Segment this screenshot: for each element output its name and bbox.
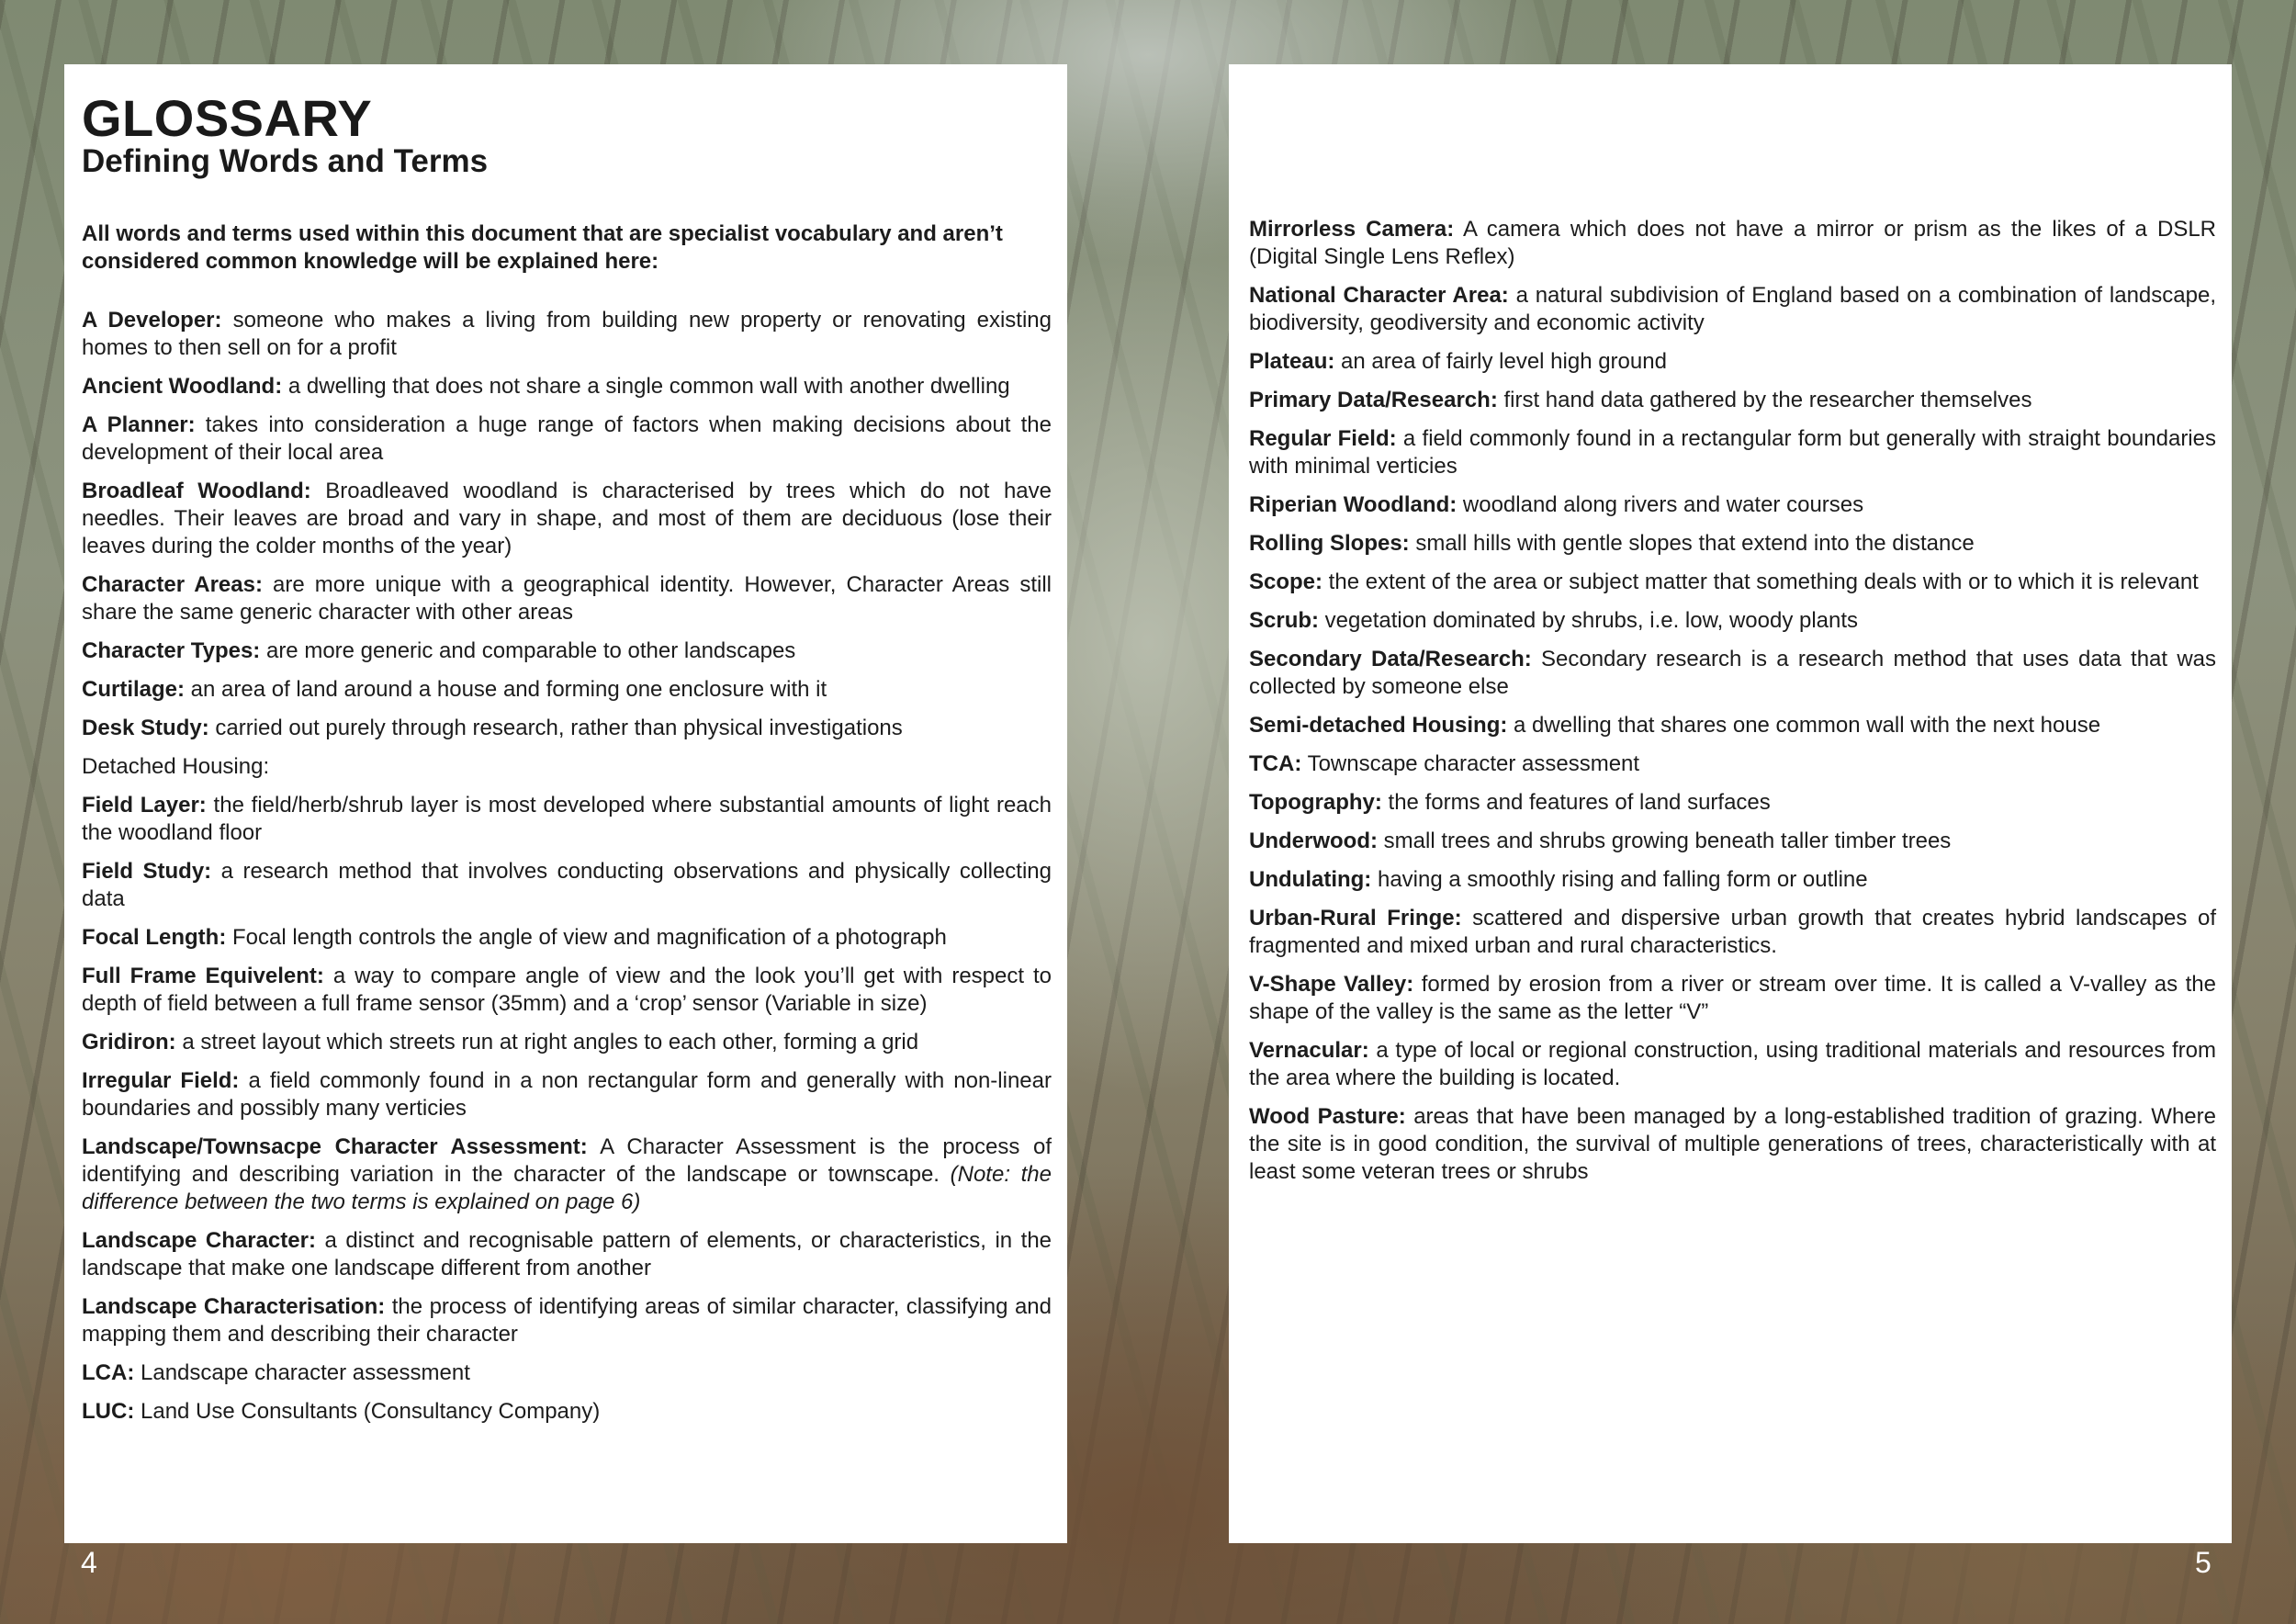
glossary-definition: formed by erosion from a river or stream over time. It is called a V-valley as the shape of the valley is the same as the letter “V”	[1249, 972, 2216, 1024]
glossary-definition: an area of fairly level high ground	[1334, 349, 1667, 374]
glossary-term: Focal Length:	[82, 925, 227, 950]
glossary-definition: are more generic and comparable to other landscapes	[260, 638, 796, 663]
glossary-entry	[82, 924, 1052, 952]
glossary-entry	[82, 571, 1052, 626]
glossary-term: Undulating:	[1249, 867, 1372, 892]
glossary-term: Landscape Character:	[82, 1228, 316, 1253]
glossary-entry	[82, 753, 1052, 781]
glossary-entry	[82, 1227, 1052, 1282]
page-subtitle: Defining Words and Terms	[82, 143, 489, 179]
page-title: GLOSSARY	[82, 89, 373, 147]
glossary-definition: a research method that involves conducting observations and physically collecting data	[82, 859, 1052, 911]
glossary-term: V-Shape Valley:	[1249, 972, 1414, 997]
glossary-definition: the process of identifying areas of similar character, classifying and mapping them and describing their character	[82, 1294, 1052, 1347]
glossary-term: Secondary Data/Research:	[1249, 647, 1532, 671]
glossary-entry	[1249, 216, 2216, 271]
glossary-term: Scrub:	[1249, 608, 1320, 633]
glossary-term: Regular Field:	[1249, 426, 1397, 451]
glossary-definition: first hand data gathered by the researcher themselves	[1497, 388, 2032, 412]
glossary-entry	[82, 478, 1052, 560]
glossary-entry	[1249, 905, 2216, 960]
glossary-term: TCA:	[1249, 751, 1302, 776]
glossary-definition: the extent of the area or subject matter that something deals with or to which it is relevant	[1322, 570, 2199, 594]
glossary-term: A Planner:	[82, 412, 196, 437]
glossary-term: Curtilage:	[82, 677, 186, 702]
glossary-entry	[1249, 712, 2216, 739]
glossary-entry	[1249, 425, 2216, 480]
glossary-definition: a dwelling that does not share a single common wall with another dwelling	[282, 374, 1010, 399]
glossary-entry	[82, 963, 1052, 1018]
glossary-term: Landscape Characterisation:	[82, 1294, 386, 1319]
glossary-definition: a natural subdivision of England based on a combination of landscape, biodiversity, geodiversity and economic activity	[1249, 283, 2216, 335]
glossary-entry	[1249, 828, 2216, 855]
glossary-term: Topography:	[1249, 790, 1382, 815]
glossary-entry	[82, 1133, 1052, 1216]
glossary-definition: are more unique with a geographical identity. However, Character Areas still share the same generic character with other areas	[82, 572, 1052, 625]
glossary-term: LCA:	[82, 1360, 135, 1385]
left-page	[64, 64, 1067, 1543]
glossary-definition: the forms and features of land surfaces	[1381, 790, 1771, 815]
glossary-entry	[1249, 1103, 2216, 1186]
glossary-term: Broadleaf Woodland:	[82, 479, 311, 503]
glossary-entry	[1249, 607, 2216, 635]
glossary-term: Vernacular:	[1249, 1038, 1369, 1063]
glossary-entry	[82, 1029, 1052, 1056]
glossary-entry	[82, 637, 1052, 665]
glossary-term: Semi-detached Housing:	[1249, 713, 1508, 738]
glossary-entry	[1249, 348, 2216, 376]
glossary-term: A Developer:	[82, 308, 222, 333]
glossary-definition: Broadleaved woodland is characterised by trees which do not have needles. Their leaves are broad and vary in shape, and most of them are deciduous (lose their leaves during the colder months of the year)	[82, 479, 1052, 558]
glossary-entry	[82, 1359, 1052, 1387]
glossary-entry	[1249, 1037, 2216, 1092]
glossary-term: Underwood:	[1249, 829, 1378, 853]
glossary-definition: the field/herb/shrub layer is most developed where substantial amounts of light reach the woodland floor	[82, 793, 1052, 845]
glossary-term: Full Frame Equivelent:	[82, 964, 324, 988]
glossary-term: Primary Data/Research:	[1249, 388, 1498, 412]
glossary-list-right	[1249, 216, 2216, 1186]
glossary-term: Urban-Rural Fringe:	[1249, 906, 1462, 930]
glossary-entry	[82, 676, 1052, 704]
glossary-note: (Note: the difference between the two terms is explained on page 6)	[82, 1162, 1052, 1214]
glossary-definition: Secondary research is a research method that uses data that was collected by someone else	[1249, 647, 2216, 699]
glossary-definition: Landscape character assessment	[134, 1360, 470, 1385]
glossary-entry	[1249, 282, 2216, 337]
glossary-definition: areas that have been managed by a long-established tradition of grazing. Where the site is in good condition, the survival of multiple generations of trees, characteristically with at least some veteran trees or shrubs	[1249, 1104, 2216, 1184]
glossary-entry	[1249, 569, 2216, 596]
glossary-term: Gridiron:	[82, 1030, 176, 1054]
glossary-term: Field Layer:	[82, 793, 207, 818]
glossary-definition: vegetation dominated by shrubs, i.e. low, woody plants	[1319, 608, 1859, 633]
glossary-list-left	[82, 307, 1052, 1426]
glossary-entry	[82, 1293, 1052, 1348]
glossary-term: Scope:	[1249, 570, 1323, 594]
glossary-entry	[1249, 971, 2216, 1026]
glossary-definition: A camera which does not have a mirror or prism as the likes of a DSLR (Digital Single Lens Reflex)	[1249, 217, 2217, 269]
glossary-entry	[1249, 789, 2216, 817]
glossary-entry	[1249, 646, 2216, 701]
glossary-definition: an area of land around a house and forming one enclosure with it	[185, 677, 827, 702]
glossary-term: Character Types:	[82, 638, 261, 663]
glossary-definition: small trees and shrubs growing beneath taller timber trees	[1377, 829, 1952, 853]
glossary-definition: A Character Assessment is the process of identifying and describing variation in the character of the landscape or townscape.	[82, 1134, 1052, 1187]
glossary-term: Landscape/Townsacpe Character Assessment:	[82, 1134, 588, 1159]
glossary-definition: someone who makes a living from building new property or renovating existing homes to then sell on for a profit	[82, 308, 1052, 360]
glossary-entry	[1249, 387, 2216, 414]
glossary-term: Rolling Slopes:	[1249, 531, 1410, 556]
glossary-term: Desk Study:	[82, 716, 209, 740]
glossary-entry	[82, 858, 1052, 913]
glossary-term: Field Study:	[82, 859, 212, 884]
glossary-definition: small hills with gentle slopes that extend into the distance	[1409, 531, 1975, 556]
glossary-term: National Character Area:	[1249, 283, 1509, 308]
glossary-entry	[82, 373, 1052, 400]
glossary-definition: Townscape character assessment	[1301, 751, 1640, 776]
glossary-definition: takes into consideration a huge range of factors when making decisions about the development of their local area	[82, 412, 1052, 465]
page-number-left: 4	[81, 1546, 97, 1579]
glossary-definition: Land Use Consultants (Consultancy Company)	[134, 1399, 601, 1424]
glossary-definition: a dwelling that shares one common wall with the next house	[1507, 713, 2101, 738]
page-number-right: 5	[2195, 1546, 2212, 1579]
glossary-term: Irregular Field:	[82, 1068, 240, 1093]
glossary-entry	[82, 1398, 1052, 1426]
glossary-entry	[82, 412, 1052, 467]
glossary-definition: a distinct and recognisable pattern of elements, or characteristics, in the landscape that make one landscape different from another	[82, 1228, 1052, 1280]
glossary-term: Ancient Woodland:	[82, 374, 283, 399]
glossary-definition: Focal length controls the angle of view and magnification of a photograph	[226, 925, 947, 950]
glossary-entry	[82, 792, 1052, 847]
glossary-intro: All words and terms used within this document that are specialist vocabulary and aren’t considered common knowledge will be explained here:	[82, 221, 1003, 274]
glossary-term: Character Areas:	[82, 572, 263, 597]
glossary-entry	[82, 1067, 1052, 1122]
glossary-entry	[1249, 750, 2216, 778]
glossary-entry	[82, 307, 1052, 362]
glossary-definition: woodland along rivers and water courses	[1457, 492, 1864, 517]
glossary-definition: a way to compare angle of view and the look you’ll get with respect to depth of field between a full frame sensor (35mm) and a ‘crop’ sensor (Variable in size)	[82, 964, 1052, 1016]
glossary-term: Riperian Woodland:	[1249, 492, 1458, 517]
glossary-entry	[1249, 491, 2216, 519]
right-page	[1229, 64, 2232, 1543]
glossary-term: LUC:	[82, 1399, 135, 1424]
glossary-entry	[1249, 866, 2216, 894]
glossary-term: Wood Pasture:	[1249, 1104, 1406, 1129]
glossary-definition: a field commonly found in a non rectangular form and generally with non-linear boundaries and possibly many verticies	[82, 1068, 1052, 1121]
glossary-definition: Detached Housing:	[82, 754, 270, 779]
glossary-term: Plateau:	[1249, 349, 1335, 374]
glossary-definition: having a smoothly rising and falling form or outline	[1371, 867, 1868, 892]
glossary-entry	[1249, 530, 2216, 558]
glossary-term: Mirrorless Camera:	[1249, 217, 1455, 242]
glossary-definition: a type of local or regional construction, using traditional materials and resources from the area where the building is located.	[1249, 1038, 2216, 1090]
glossary-definition: a field commonly found in a rectangular form but generally with straight boundaries with minimal verticies	[1249, 426, 2216, 479]
glossary-definition: carried out purely through research, rather than physical investigations	[208, 716, 903, 740]
glossary-definition: scattered and dispersive urban growth that creates hybrid landscapes of fragmented and mixed urban and rural characteristics.	[1249, 906, 2216, 958]
glossary-entry	[82, 715, 1052, 742]
glossary-definition: a street layout which streets run at right angles to each other, forming a grid	[175, 1030, 919, 1054]
